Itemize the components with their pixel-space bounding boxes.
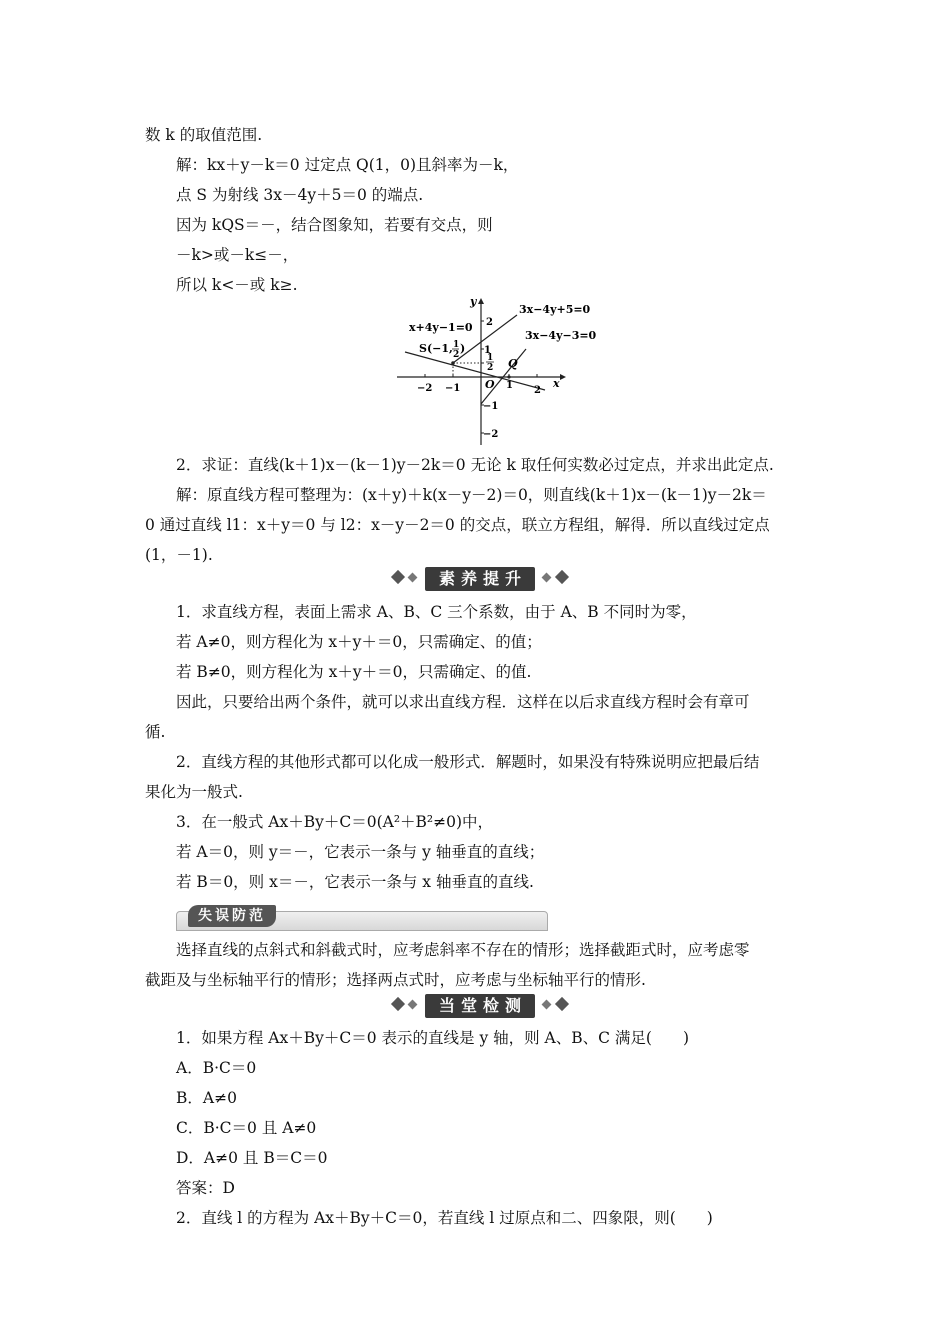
text-line: 2．直线 l 的方程为 Ax＋By＋C＝0，若直线 l 过原点和二、四象限，则( ) bbox=[176, 1209, 713, 1227]
coordinate-figure bbox=[395, 295, 605, 450]
text-line: 若 B≠0，则方程化为 x＋y＋＝0，只需确定、的值. bbox=[176, 663, 532, 681]
label-point-q: Q bbox=[508, 357, 518, 370]
section-title: 素养提升 bbox=[425, 567, 535, 591]
text-line: －k>或－k≤－， bbox=[176, 246, 299, 264]
option-a: A．B·C＝0 bbox=[176, 1059, 257, 1077]
text-line: 因为 kQS＝－，结合图象知，若要有交点，则 bbox=[176, 216, 493, 234]
label-line-1: 3x−4y+5=0 bbox=[519, 303, 591, 316]
label-axis-y: y bbox=[470, 295, 477, 308]
warning-banner bbox=[176, 905, 548, 929]
text-line: 循. bbox=[145, 723, 166, 741]
text-line: 0 通过直线 l1：x＋y＝0 与 l2：x－y－2＝0 的交点，联立方程组，解得．所以直线过定点 bbox=[145, 516, 770, 534]
section-title: 当堂检测 bbox=[425, 994, 535, 1018]
text-line: 解：原直线方程可整理为：(x＋y)＋k(x－y－2)＝0，则直线(k＋1)x－(k－1)y－2k＝ bbox=[176, 486, 767, 504]
tick-y-half-den: 2 bbox=[487, 363, 494, 373]
text-line: 解：kx＋y－k＝0 过定点 Q(1，0)且斜率为－k， bbox=[176, 156, 519, 174]
y-axis-arrow bbox=[478, 298, 484, 304]
section-header-dangtang bbox=[365, 994, 595, 1020]
text-line: 果化为一般式. bbox=[145, 783, 243, 801]
text-line: 1．求直线方程，表面上需求 A、B、C 三个系数，由于 A、B 不同时为零， bbox=[176, 603, 697, 621]
tick-x-2: 2 bbox=[534, 385, 541, 396]
option-d: D．A≠0 且 B＝C＝0 bbox=[176, 1149, 328, 1167]
label-point-s-num: 1 bbox=[453, 340, 460, 350]
text-line: 若 A＝0，则 y＝－，它表示一条与 y 轴垂直的直线； bbox=[176, 843, 545, 861]
text-line: 2．求证：直线(k＋1)x－(k－1)y－2k＝0 无论 k 取任何实数必过定点，并求出此定点. bbox=[176, 456, 774, 474]
tick-x-1: 1 bbox=[506, 380, 513, 391]
text-line: 选择直线的点斜式和斜截式时，应考虑斜率不存在的情形；选择截距式时，应考虑零 bbox=[176, 941, 750, 959]
text-line: 截距及与坐标轴平行的情形；选择两点式时，应考虑与坐标轴平行的情形. bbox=[145, 971, 646, 989]
answer-line: 答案：D bbox=[176, 1179, 235, 1197]
tick-y-m1: −1 bbox=[483, 401, 499, 412]
section-header-suyang bbox=[365, 567, 595, 593]
label-point-s-den: 2 bbox=[453, 350, 460, 360]
x-axis-arrow bbox=[560, 374, 566, 380]
label-line-2: x+4y−1=0 bbox=[409, 321, 473, 334]
text-line: 若 B＝0，则 x＝－，它表示一条与 x 轴垂直的直线. bbox=[176, 873, 534, 891]
option-c: C．B·C＝0 且 A≠0 bbox=[176, 1119, 317, 1137]
label-axis-x: x bbox=[553, 377, 560, 390]
tick-x-m1: −1 bbox=[445, 383, 461, 394]
text-line: 点 S 为射线 3x－4y＋5＝0 的端点. bbox=[176, 186, 424, 204]
warning-title: 失误防范 bbox=[188, 905, 276, 927]
tick-y-2: 2 bbox=[486, 317, 493, 328]
option-b: B．A≠0 bbox=[176, 1089, 237, 1107]
text-line: 2．直线方程的其他形式都可以化成一般形式．解题时，如果没有特殊说明应把最后结 bbox=[176, 753, 760, 771]
label-line-3: 3x−4y−3=0 bbox=[525, 329, 597, 342]
text-line: 数 k 的取值范围. bbox=[145, 126, 263, 144]
text-line: 因此，只要给出两个条件，就可以求出直线方程．这样在以后求直线方程时会有章可 bbox=[176, 693, 750, 711]
tick-x-m2: −2 bbox=[417, 383, 433, 394]
text-line: 1．如果方程 Ax＋By＋C＝0 表示的直线是 y 轴，则 A、B、C 满足( ) bbox=[176, 1029, 690, 1047]
text-line: 若 A≠0，则方程化为 x＋y＋＝0，只需确定、的值； bbox=[176, 633, 542, 651]
label-point-s: S(−1, bbox=[419, 342, 453, 355]
text-line: (1，－1). bbox=[145, 546, 213, 564]
label-point-s-close: ) bbox=[460, 342, 466, 355]
label-origin: O bbox=[485, 378, 495, 391]
tick-y-1: 1 bbox=[484, 345, 491, 356]
text-line: 3．在一般式 Ax＋By＋C＝0(A²＋B²≠0)中， bbox=[176, 813, 494, 831]
tick-y-m2: −2 bbox=[483, 429, 499, 440]
text-line: 所以 k<－或 k≥. bbox=[176, 276, 298, 294]
tick-y-half-num: 1 bbox=[487, 353, 494, 363]
